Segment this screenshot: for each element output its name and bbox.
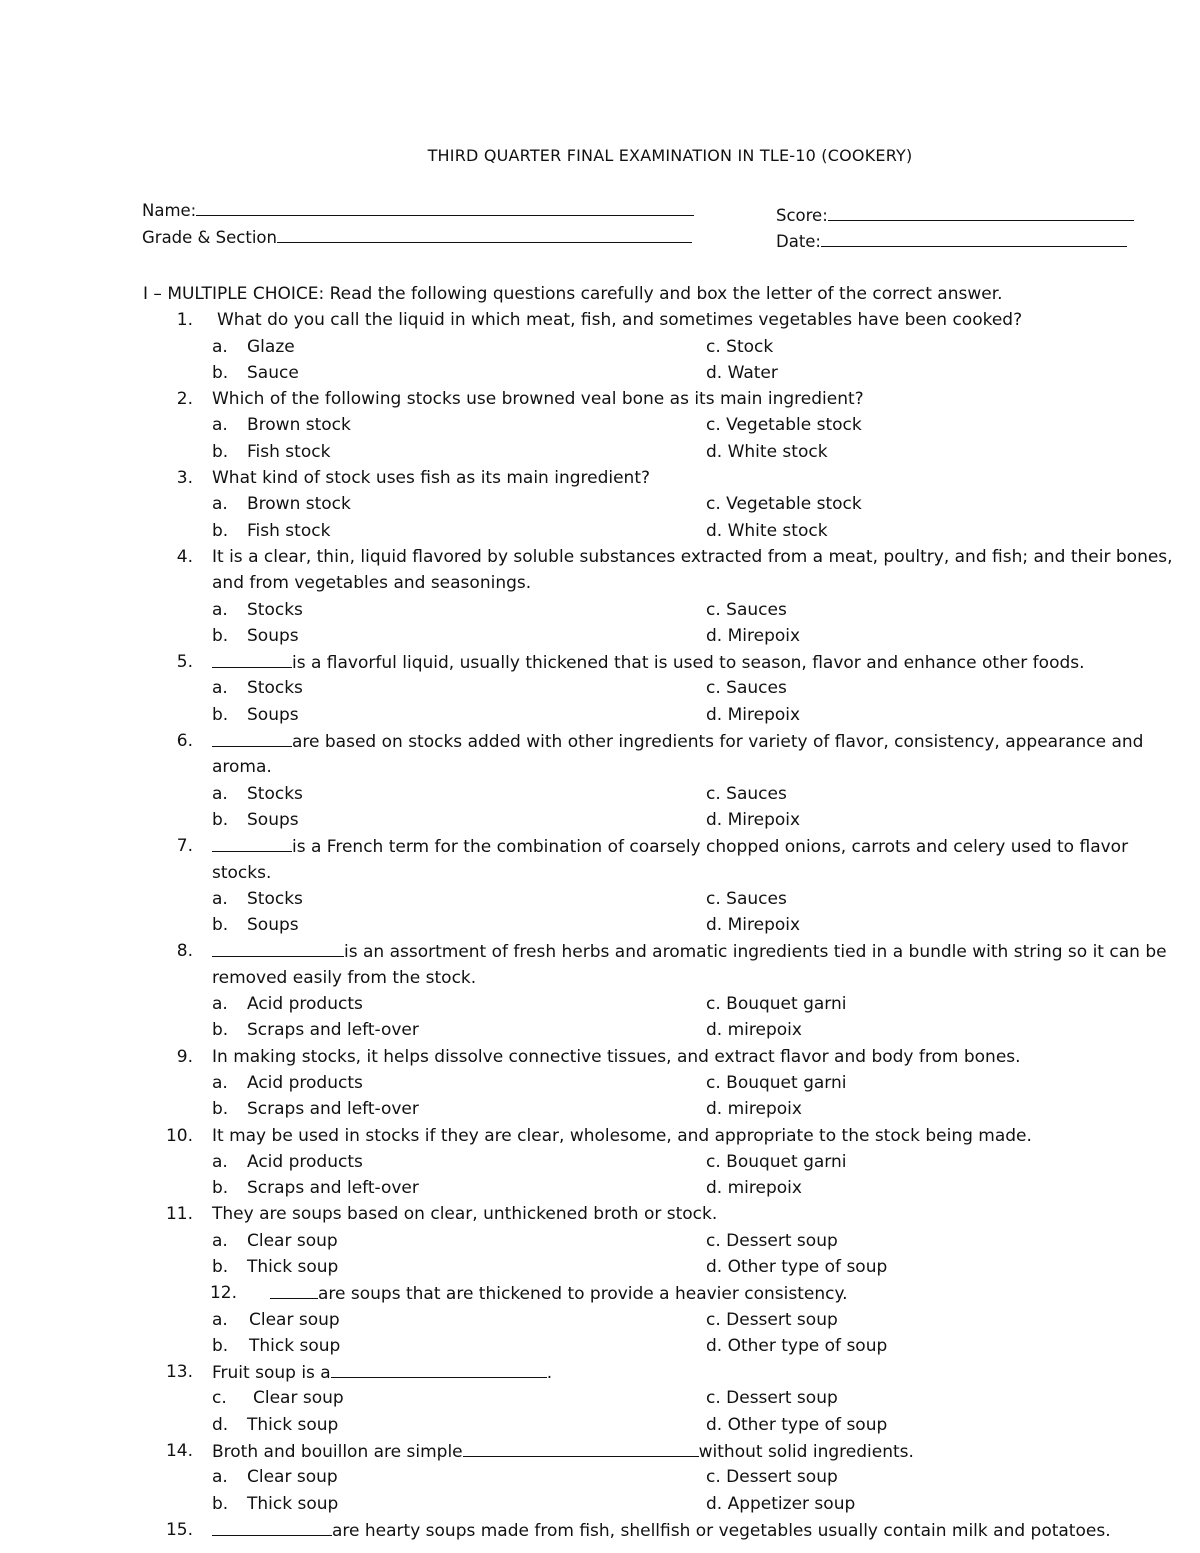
- option-text[interactable]: Thick soup: [247, 1414, 339, 1435]
- question-number: 10.: [165, 1125, 193, 1146]
- question-row: [0, 1123, 1200, 1149]
- grade-section-label: Grade & Section: [142, 228, 277, 247]
- date-input-line[interactable]: [821, 229, 1127, 247]
- option-right[interactable]: c. Sauces: [706, 888, 787, 909]
- option-letter[interactable]: c.: [212, 1388, 227, 1409]
- option-text[interactable]: Soups: [247, 704, 299, 725]
- question-number: 8.: [176, 941, 193, 962]
- option-letter[interactable]: b.: [212, 704, 229, 725]
- options-row: [0, 491, 1200, 517]
- question-text: [212, 1359, 552, 1386]
- question-row: [0, 833, 1200, 859]
- option-letter[interactable]: a.: [212, 1309, 228, 1330]
- option-right[interactable]: d. Mirepoix: [706, 915, 801, 936]
- options-row: [0, 623, 1200, 649]
- grade-section-field: [142, 225, 692, 249]
- question-row: [0, 544, 1200, 570]
- option-text[interactable]: Thick soup: [249, 1335, 341, 1356]
- option-letter[interactable]: b.: [212, 362, 229, 383]
- question-text-line: removed easily from the stock.: [212, 967, 477, 988]
- question-text: [212, 1044, 1021, 1070]
- option-right[interactable]: c. Stock: [706, 336, 774, 357]
- question-text: [212, 754, 272, 780]
- option-letter[interactable]: d.: [212, 1414, 229, 1435]
- question-row: [0, 860, 1200, 886]
- question-number: 7.: [176, 836, 193, 857]
- question-text-line: are soups that are thickened to provide a heavier consistency.: [318, 1284, 848, 1305]
- options-row: [0, 360, 1200, 386]
- options-row: [0, 1096, 1200, 1122]
- option-letter[interactable]: b.: [212, 625, 229, 646]
- question-number: 14.: [165, 1441, 193, 1462]
- option-text[interactable]: Stocks: [247, 888, 303, 909]
- options-row: [0, 1254, 1200, 1280]
- question-text-line: It is a clear, thin, liquid flavored by soluble substances extracted from a meat, poultry, and fish; and their bones,: [212, 546, 1173, 567]
- option-right[interactable]: c. Sauces: [706, 783, 787, 804]
- question-row: [0, 1201, 1200, 1227]
- question-text-line: are hearty soups made from fish, shellfish or vegetables usually contain milk and potatoes.: [332, 1520, 1111, 1541]
- options-row: [0, 991, 1200, 1017]
- question-row: [0, 1438, 1200, 1464]
- question-row: [0, 570, 1200, 596]
- question-text: [212, 386, 864, 412]
- options-row: [0, 518, 1200, 544]
- option-text[interactable]: Clear soup: [247, 1467, 338, 1488]
- options-row: [0, 702, 1200, 728]
- question-number: 13.: [165, 1362, 193, 1383]
- options-row: [0, 1228, 1200, 1254]
- score-label: Score:: [776, 206, 828, 225]
- option-right[interactable]: c. Dessert soup: [706, 1388, 838, 1409]
- option-text[interactable]: Brown stock: [247, 415, 351, 436]
- question-row: [0, 728, 1200, 754]
- questions-section: [0, 281, 1200, 1543]
- option-letter[interactable]: b.: [212, 1178, 229, 1199]
- options-row: [0, 675, 1200, 701]
- question-text: [212, 833, 1128, 860]
- question-row: [0, 649, 1200, 675]
- option-right[interactable]: c. Bouquet garni: [706, 994, 847, 1015]
- option-right[interactable]: d. mirepoix: [706, 1099, 802, 1120]
- question-text: [212, 649, 1085, 676]
- options-row: [0, 807, 1200, 833]
- answer-blank[interactable]: [212, 938, 344, 957]
- options-row: [0, 912, 1200, 938]
- question-number: 15.: [165, 1519, 193, 1540]
- question-text: [212, 1201, 717, 1227]
- question-text-line: What kind of stock uses fish as its main ingredient?: [212, 468, 651, 489]
- option-letter[interactable]: a.: [212, 888, 228, 909]
- option-right[interactable]: d. Appetizer soup: [706, 1493, 856, 1514]
- options-row: [0, 781, 1200, 807]
- instruction-row: [0, 281, 1200, 307]
- question-text: [212, 938, 1167, 965]
- option-right[interactable]: c. Bouquet garni: [706, 1072, 847, 1093]
- question-text-line: Which of the following stocks use browned veal bone as its main ingredient?: [212, 389, 864, 410]
- option-right[interactable]: c. Sauces: [706, 678, 787, 699]
- question-row: [0, 938, 1200, 964]
- name-label: Name:: [142, 201, 197, 220]
- answer-blank[interactable]: [270, 1280, 318, 1299]
- question-row: [0, 754, 1200, 780]
- question-row: [0, 965, 1200, 991]
- option-text[interactable]: Soups: [247, 625, 299, 646]
- option-right[interactable]: d. Mirepoix: [706, 625, 801, 646]
- question-text-line: Broth and bouillon are simple: [212, 1442, 463, 1463]
- answer-blank[interactable]: [212, 833, 292, 852]
- question-text-line: and from vegetables and seasonings.: [212, 573, 532, 594]
- option-right[interactable]: d. mirepoix: [706, 1178, 802, 1199]
- question-row: [0, 1044, 1200, 1070]
- question-row: [0, 465, 1200, 491]
- question-text: [212, 1438, 914, 1465]
- answer-blank[interactable]: [212, 649, 292, 668]
- question-text: [212, 728, 1143, 755]
- options-row: [0, 597, 1200, 623]
- option-text[interactable]: Acid products: [247, 1151, 363, 1172]
- option-text[interactable]: Brown stock: [247, 494, 351, 515]
- question-text-line: It may be used in stocks if they are clear, wholesome, and appropriate to the stock being made.: [212, 1125, 1032, 1146]
- option-letter[interactable]: b.: [212, 1335, 229, 1356]
- option-text[interactable]: Stocks: [247, 599, 303, 620]
- option-right[interactable]: c. Dessert soup: [706, 1230, 838, 1251]
- option-text[interactable]: Fish stock: [247, 520, 331, 541]
- option-text[interactable]: Scraps and left-over: [247, 1020, 419, 1041]
- question-text-line: is an assortment of fresh herbs and aromatic ingredients tied in a bundle with string so it can be: [344, 942, 1167, 963]
- option-right[interactable]: d. Mirepoix: [706, 809, 801, 830]
- name-field: [142, 198, 694, 222]
- option-text[interactable]: Clear soup: [249, 1309, 340, 1330]
- question-row: [0, 1517, 1200, 1543]
- question-text-line: Fruit soup is a: [212, 1363, 331, 1384]
- option-letter[interactable]: b.: [212, 520, 229, 541]
- question-number: 5.: [176, 652, 193, 673]
- option-right[interactable]: c. Vegetable stock: [706, 494, 862, 515]
- option-text[interactable]: Acid products: [247, 1072, 363, 1093]
- option-letter[interactable]: a.: [212, 1072, 228, 1093]
- option-letter[interactable]: a.: [212, 1151, 228, 1172]
- option-text[interactable]: Soups: [247, 915, 299, 936]
- question-number: 6.: [176, 731, 193, 752]
- question-text-line: is a French term for the combination of coarsely chopped onions, carrots and celery used to flavor: [292, 837, 1129, 858]
- question-number: 12.: [209, 1283, 237, 1304]
- option-text[interactable]: Stocks: [247, 678, 303, 699]
- option-right[interactable]: d. Other type of soup: [706, 1256, 888, 1277]
- options-row: [0, 439, 1200, 465]
- option-right[interactable]: d. Water: [706, 362, 778, 383]
- option-letter[interactable]: a.: [212, 599, 228, 620]
- options-row: [0, 1175, 1200, 1201]
- options-row: [0, 1307, 1200, 1333]
- question-text-line: What do you call the liquid in which meat, fish, and sometimes vegetables have been cooked?: [217, 310, 1023, 331]
- question-text-line: stocks.: [212, 862, 272, 883]
- option-letter[interactable]: b.: [212, 1493, 229, 1514]
- question-text: [212, 965, 476, 991]
- answer-blank[interactable]: [463, 1438, 699, 1457]
- score-field: [776, 203, 1134, 227]
- question-number: 9.: [176, 1046, 193, 1067]
- answer-blank[interactable]: [331, 1359, 547, 1378]
- options-row: [0, 1385, 1200, 1411]
- option-letter[interactable]: b.: [212, 441, 229, 462]
- options-row: [0, 1070, 1200, 1096]
- options-row: [0, 1149, 1200, 1175]
- question-text: [212, 860, 271, 886]
- question-text: [212, 1123, 1032, 1149]
- options-row: [0, 1412, 1200, 1438]
- option-text[interactable]: Scraps and left-over: [247, 1099, 419, 1120]
- option-letter[interactable]: b.: [212, 915, 229, 936]
- name-input-line[interactable]: [196, 198, 694, 216]
- question-row: [0, 307, 1200, 333]
- question-row: [0, 386, 1200, 412]
- option-text[interactable]: Clear soup: [247, 1230, 338, 1251]
- option-letter[interactable]: a.: [212, 783, 228, 804]
- options-row: [0, 1017, 1200, 1043]
- option-right[interactable]: d. mirepoix: [706, 1020, 802, 1041]
- exam-title: THIRD QUARTER FINAL EXAMINATION IN TLE-10 (COOKERY): [427, 146, 913, 165]
- question-number: 1.: [176, 310, 193, 331]
- question-text-line: They are soups based on clear, unthickened broth or stock.: [212, 1204, 718, 1225]
- question-text: [212, 570, 531, 596]
- option-text[interactable]: Stocks: [247, 783, 303, 804]
- question-text-tail: without solid ingredients.: [698, 1442, 914, 1463]
- option-right[interactable]: d. White stock: [706, 520, 828, 541]
- question-number: 11.: [165, 1204, 193, 1225]
- question-row: [0, 1280, 1200, 1306]
- options-row: [0, 1464, 1200, 1490]
- option-text[interactable]: Clear soup: [253, 1388, 344, 1409]
- question-text-line: is a flavorful liquid, usually thickened that is used to season, flavor and enhance other foods.: [292, 653, 1085, 674]
- question-text: [212, 544, 1173, 570]
- option-letter[interactable]: b.: [212, 809, 229, 830]
- options-row: [0, 1491, 1200, 1517]
- question-number: 3.: [176, 468, 193, 489]
- option-right[interactable]: d. Other type of soup: [706, 1335, 888, 1356]
- option-right[interactable]: c. Bouquet garni: [706, 1151, 847, 1172]
- question-number: 4.: [176, 546, 193, 567]
- option-right[interactable]: d. White stock: [706, 441, 828, 462]
- option-text[interactable]: Acid products: [247, 994, 363, 1015]
- option-letter[interactable]: a.: [212, 336, 228, 357]
- instruction-text: I – MULTIPLE CHOICE: Read the following questions carefully and box the letter of the correct answer.: [143, 284, 1003, 304]
- question-text-line: aroma.: [212, 757, 272, 778]
- option-text[interactable]: Glaze: [247, 336, 295, 357]
- date-field: [776, 229, 1127, 253]
- option-right[interactable]: d. Mirepoix: [706, 704, 801, 725]
- option-text[interactable]: Sauce: [247, 362, 299, 383]
- question-text: [212, 465, 650, 491]
- option-letter[interactable]: a.: [212, 1230, 228, 1251]
- grade-section-input-line[interactable]: [277, 225, 692, 243]
- option-right[interactable]: c. Sauces: [706, 599, 787, 620]
- question-text: [217, 307, 1022, 333]
- option-letter[interactable]: b.: [212, 1020, 229, 1041]
- options-row: [0, 412, 1200, 438]
- option-text[interactable]: Fish stock: [247, 441, 331, 462]
- answer-blank[interactable]: [212, 728, 292, 747]
- option-text[interactable]: Thick soup: [247, 1493, 339, 1514]
- question-row: [0, 1359, 1200, 1385]
- option-letter[interactable]: a.: [212, 415, 228, 436]
- option-right[interactable]: c. Dessert soup: [706, 1467, 838, 1488]
- question-number: 2.: [176, 389, 193, 410]
- option-right[interactable]: c. Dessert soup: [706, 1309, 838, 1330]
- option-text[interactable]: Thick soup: [247, 1256, 339, 1277]
- option-letter[interactable]: a.: [212, 1467, 228, 1488]
- option-letter[interactable]: a.: [212, 494, 228, 515]
- date-label: Date:: [776, 232, 821, 251]
- option-letter[interactable]: a.: [212, 678, 228, 699]
- option-letter[interactable]: a.: [212, 994, 228, 1015]
- option-letter[interactable]: b.: [212, 1099, 229, 1120]
- score-input-line[interactable]: [828, 203, 1134, 221]
- question-text-tail: .: [546, 1363, 553, 1384]
- option-text[interactable]: Soups: [247, 809, 299, 830]
- option-right[interactable]: c. Vegetable stock: [706, 415, 862, 436]
- option-text[interactable]: Scraps and left-over: [247, 1178, 419, 1199]
- answer-blank[interactable]: [212, 1517, 332, 1536]
- options-row: [0, 334, 1200, 360]
- option-letter[interactable]: b.: [212, 1256, 229, 1277]
- option-right[interactable]: d. Other type of soup: [706, 1414, 888, 1435]
- options-row: [0, 886, 1200, 912]
- question-text-line: In making stocks, it helps dissolve connective tissues, and extract flavor and body from bones.: [212, 1046, 1021, 1067]
- question-text: [270, 1280, 848, 1307]
- options-row: [0, 1333, 1200, 1359]
- question-text: [212, 1517, 1111, 1544]
- question-text-line: are based on stocks added with other ingredients for variety of flavor, consistency, appearance and: [292, 732, 1144, 753]
